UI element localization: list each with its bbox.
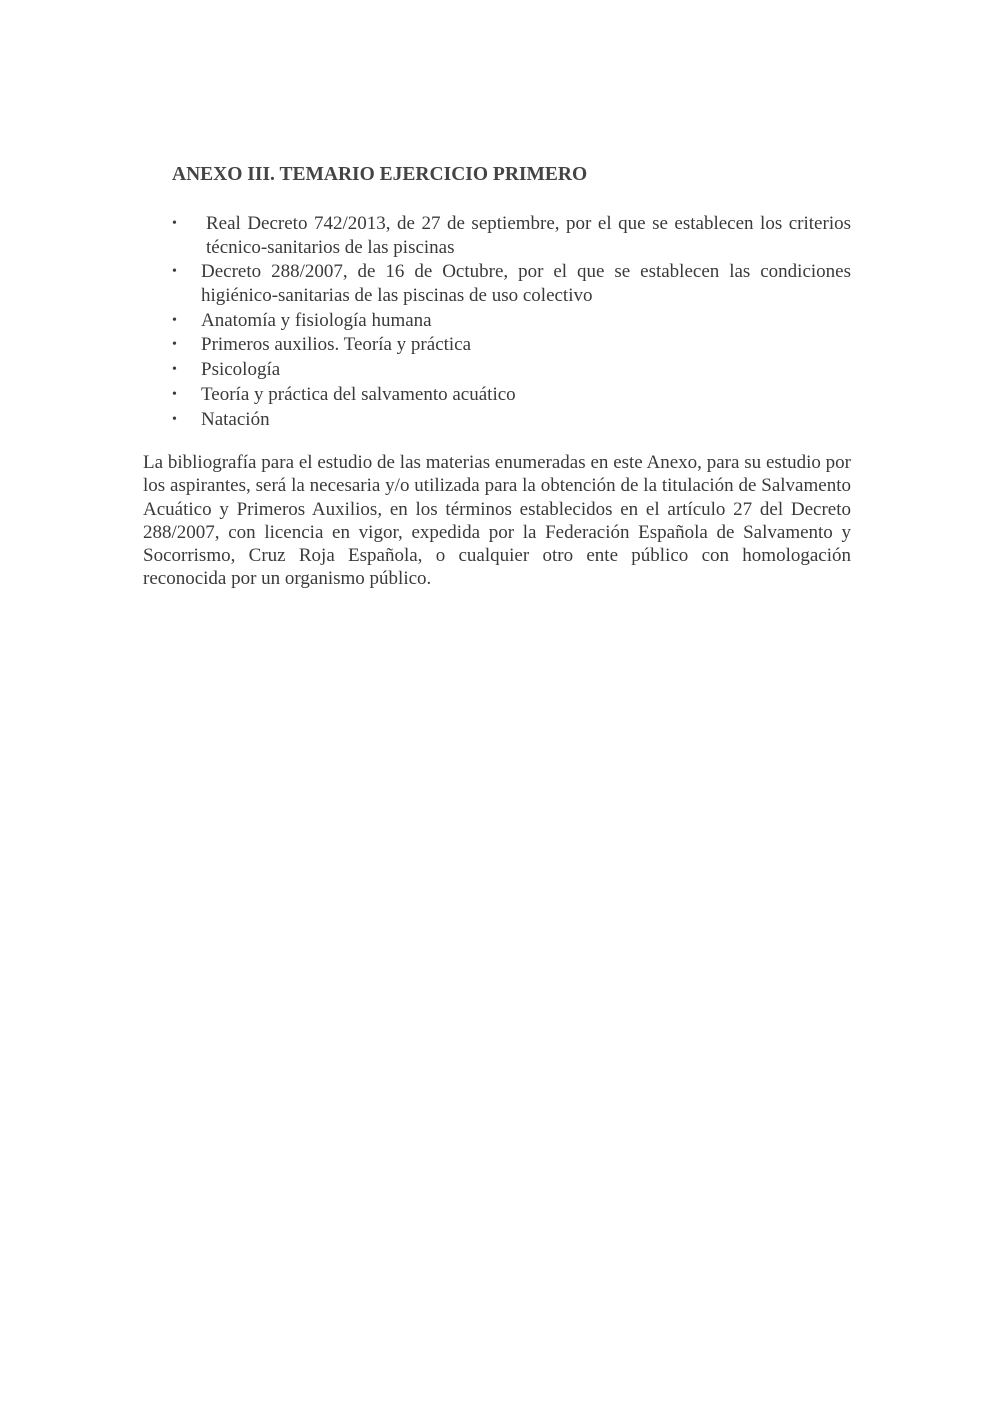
topic-text: Anatomía y fisiología humana: [201, 309, 432, 331]
topic-list: [172, 212, 851, 433]
list-item: [172, 358, 851, 382]
list-item: [172, 212, 851, 259]
topic-text: Primeros auxilios. Teoría y práctica: [201, 334, 472, 356]
bullet-icon: •: [172, 411, 177, 427]
bibliography-paragraph: La bibliografía para el estudio de las materias enumeradas en este Anexo, para su estudio por los aspirantes, será la necesaria y/o utilizada para la obtención de la titulación de Salvamento Acuático y Primeros Auxilios, en los términos establecidos en el artículo 27 del Decreto 288/2007, con licencia en vigor, expedida por la Federación Española de Salvamento y Socorrismo, Cruz Roja Española, o cualquier otro ente público con homologación reconocida por un organismo público.: [143, 452, 851, 590]
topic-text: Teoría y práctica del salvamento acuático: [201, 383, 516, 405]
list-item: [172, 260, 851, 307]
bullet-icon: •: [172, 312, 177, 328]
annex-heading: ANEXO III. TEMARIO EJERCICIO PRIMERO: [172, 164, 588, 185]
list-item: [172, 333, 851, 357]
list-item: [172, 408, 851, 432]
topic-text: Real Decreto 742/2013, de 27 de septiembre, por el que se establecen los criterios técnico-sanitarios de las piscinas: [206, 213, 851, 258]
topic-text: Psicología: [201, 359, 281, 381]
topic-text: Natación: [201, 408, 270, 430]
bullet-icon: •: [172, 264, 177, 280]
topic-text: Decreto 288/2007, de 16 de Octubre, por el que se establecen las condiciones higiénico-sanitarias de las piscinas de uso colectivo: [201, 261, 851, 306]
list-item: [172, 383, 851, 407]
bullet-icon: •: [172, 337, 177, 353]
list-item: [172, 309, 851, 333]
bullet-icon: •: [172, 386, 177, 402]
bullet-icon: •: [172, 362, 177, 378]
bullet-icon: •: [172, 216, 177, 231]
